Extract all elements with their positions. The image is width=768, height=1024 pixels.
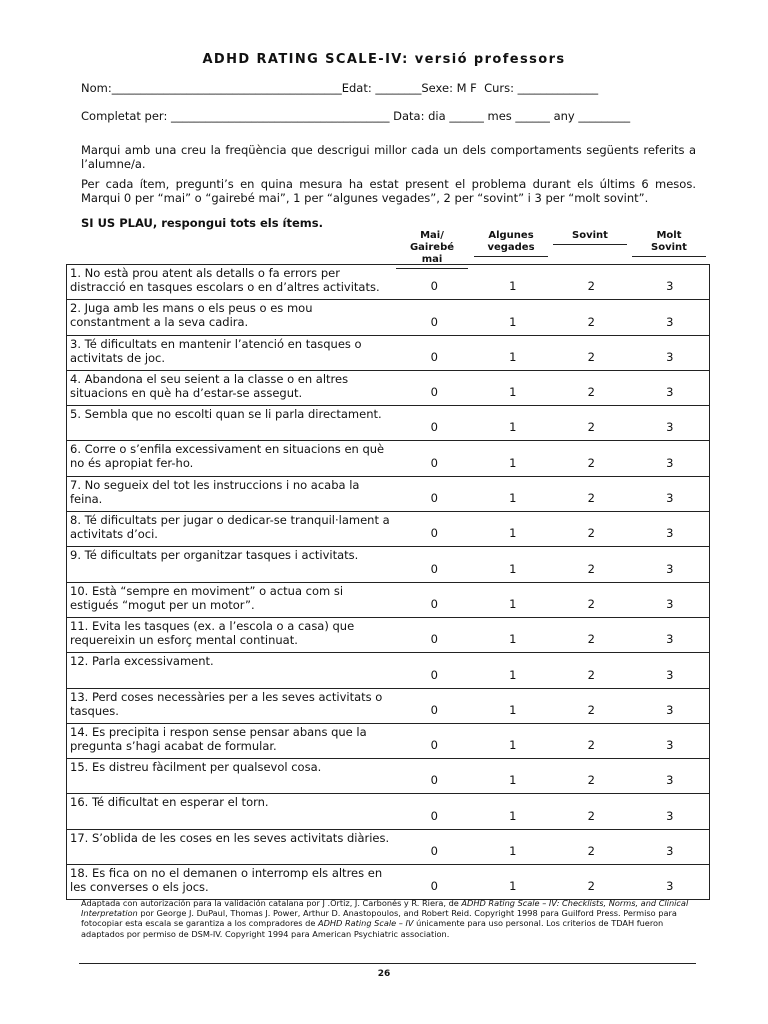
- rating-option-3[interactable]: 3: [666, 596, 674, 611]
- rating-option-2[interactable]: 2: [587, 279, 595, 294]
- rating-option-2[interactable]: 2: [587, 632, 595, 647]
- rating-option-2[interactable]: 2: [587, 314, 595, 329]
- item-text: 13. Perd coses necessàries per a les seves activitats o tasques.: [70, 689, 383, 718]
- rating-option-3[interactable]: 3: [666, 844, 674, 859]
- table-row: [67, 865, 709, 899]
- table-row: [67, 477, 709, 512]
- item-text: 12. Parla excessivament.: [70, 654, 214, 669]
- column-header-algunes-vegades: Algunes vegades: [474, 230, 548, 257]
- rating-option-2[interactable]: 2: [587, 349, 595, 364]
- rating-option-3[interactable]: 3: [666, 879, 674, 894]
- table-row: [67, 336, 709, 371]
- table-row: [67, 512, 709, 547]
- rating-option-3[interactable]: 3: [666, 526, 674, 541]
- table-row: [67, 371, 709, 406]
- rating-option-1[interactable]: 1: [509, 349, 517, 364]
- table-row: [67, 583, 709, 618]
- rating-option-0[interactable]: 0: [430, 455, 438, 470]
- rating-option-3[interactable]: 3: [666, 420, 674, 435]
- rating-option-0[interactable]: 0: [430, 667, 438, 682]
- item-text: 7. No segueix del tot les instruccions i no acaba la feina.: [70, 477, 360, 506]
- rating-option-2[interactable]: 2: [587, 455, 595, 470]
- rating-option-0[interactable]: 0: [430, 420, 438, 435]
- table-row: [67, 265, 709, 300]
- rating-option-1[interactable]: 1: [509, 844, 517, 859]
- rating-option-2[interactable]: 2: [587, 491, 595, 506]
- rating-option-2[interactable]: 2: [587, 879, 595, 894]
- item-text: 4. Abandona el seu seient a la classe o en altres situacions en què ha d’estar-se assegut.: [70, 371, 349, 400]
- column-header-molt-sovint: Molt Sovint: [632, 230, 706, 257]
- instructions-request: SI US PLAU, respongui tots els ítems.: [81, 216, 323, 230]
- rating-option-1[interactable]: 1: [509, 561, 517, 576]
- rating-option-2[interactable]: 2: [587, 844, 595, 859]
- copyright-credit: Adaptada con autorización para la validación catalana por J .Ortiz, J. Carbonés y R. Riera, de ADHD Rating Scale – IV: Checklists, Norms, and Clinical Interpretation por George J. DuPaul, Thomas J. Power, Arthur D. Anastopoulos, and Robert Reid. Copyright 1998 para Guilford Press. Permiso para fotocopiar esta escala se garantiza a los compradores de ADHD Rating Scale – IV únicamente para uso personal. Los criterios de TDAH fueron adaptados por permiso de DSM-IV. Copyright 1994 para American Psychiatric association.: [81, 898, 689, 939]
- item-text: 9. Té dificultats per organitzar tasques i activitats.: [70, 548, 359, 563]
- nom-line[interactable]: Nom:________________________________________Edat: ________Sexe: M F Curs: ______________: [81, 81, 599, 95]
- table-row: [67, 441, 709, 476]
- rating-option-1[interactable]: 1: [509, 879, 517, 894]
- rating-option-3[interactable]: 3: [666, 561, 674, 576]
- table-row: [67, 653, 709, 688]
- rating-option-1[interactable]: 1: [509, 420, 517, 435]
- rating-option-0[interactable]: 0: [430, 879, 438, 894]
- rating-option-1[interactable]: 1: [509, 491, 517, 506]
- item-text: 2. Juga amb les mans o els peus o es mou constantment a la seva cadira.: [70, 301, 313, 330]
- table-row: [67, 794, 709, 829]
- rating-option-1[interactable]: 1: [509, 632, 517, 647]
- table-row: [67, 300, 709, 335]
- rating-option-1[interactable]: 1: [509, 596, 517, 611]
- item-text: 5. Sembla que no escolti quan se li parla directament.: [70, 407, 382, 422]
- rating-option-2[interactable]: 2: [587, 808, 595, 823]
- table-row: [67, 618, 709, 653]
- rating-option-1[interactable]: 1: [509, 385, 517, 400]
- rating-option-0[interactable]: 0: [430, 561, 438, 576]
- table-row: [67, 830, 709, 865]
- rating-option-0[interactable]: 0: [430, 702, 438, 717]
- rating-option-0[interactable]: 0: [430, 526, 438, 541]
- column-header-mai: Mai/ Gairebé mai: [396, 230, 468, 269]
- page-number: 26: [377, 969, 391, 979]
- form-title: ADHD RATING SCALE-IV: versió professors: [202, 52, 566, 67]
- rating-option-3[interactable]: 3: [666, 385, 674, 400]
- rating-option-1[interactable]: 1: [509, 738, 517, 753]
- rating-option-3[interactable]: 3: [666, 808, 674, 823]
- item-text: 11. Evita les tasques (ex. a l’escola o a casa) que requereixin un esforç mental continuat.: [70, 618, 355, 647]
- rating-option-3[interactable]: 3: [666, 632, 674, 647]
- rating-option-3[interactable]: 3: [666, 738, 674, 753]
- rating-option-3[interactable]: 3: [666, 349, 674, 364]
- rating-option-2[interactable]: 2: [587, 561, 595, 576]
- rating-option-0[interactable]: 0: [430, 773, 438, 788]
- instructions-paragraph-2: Per cada ítem, pregunti’s en quina mesura ha estat present el problema durant els últims 6 mesos. Marqui 0 per “mai” o “gairebé mai”, 1 per “algunes vegades”, 2 per “sovint” i 3 per “molt sovint”.: [81, 177, 696, 205]
- item-text: 16. Té dificultat en esperar el torn.: [70, 795, 269, 810]
- footer-divider: [79, 963, 696, 964]
- item-text: 15. Es distreu fàcilment per qualsevol cosa.: [70, 760, 322, 775]
- rating-option-0[interactable]: 0: [430, 808, 438, 823]
- rating-option-0[interactable]: 0: [430, 385, 438, 400]
- rating-option-2[interactable]: 2: [587, 420, 595, 435]
- rating-option-2[interactable]: 2: [587, 738, 595, 753]
- rating-option-1[interactable]: 1: [509, 526, 517, 541]
- rating-option-2[interactable]: 2: [587, 526, 595, 541]
- rating-option-3[interactable]: 3: [666, 773, 674, 788]
- rating-option-2[interactable]: 2: [587, 667, 595, 682]
- rating-option-1[interactable]: 1: [509, 455, 517, 470]
- rating-option-3[interactable]: 3: [666, 314, 674, 329]
- rating-option-1[interactable]: 1: [509, 773, 517, 788]
- rating-option-2[interactable]: 2: [587, 773, 595, 788]
- item-text: 10. Està “sempre en moviment” o actua com si estigués “mogut per un motor”.: [70, 583, 344, 612]
- rating-option-0[interactable]: 0: [430, 314, 438, 329]
- table-row: [67, 724, 709, 759]
- rating-option-3[interactable]: 3: [666, 667, 674, 682]
- column-header-sovint: Sovint: [553, 230, 627, 245]
- rating-option-0[interactable]: 0: [430, 491, 438, 506]
- rating-option-3[interactable]: 3: [666, 279, 674, 294]
- rating-option-0[interactable]: 0: [430, 279, 438, 294]
- rating-option-1[interactable]: 1: [509, 279, 517, 294]
- item-text: 6. Corre o s’enfila excessivament en situacions en què no és apropiat fer-ho.: [70, 442, 385, 471]
- rating-option-0[interactable]: 0: [430, 349, 438, 364]
- item-text: 1. No està prou atent als detalls o fa errors per distracció en tasques escolars o en d’altres activitats.: [70, 266, 380, 294]
- rating-option-0[interactable]: 0: [430, 596, 438, 611]
- rating-option-1[interactable]: 1: [509, 702, 517, 717]
- table-row: [67, 759, 709, 794]
- rating-option-0[interactable]: 0: [430, 844, 438, 859]
- table-row: [67, 689, 709, 724]
- rating-option-1[interactable]: 1: [509, 667, 517, 682]
- rating-option-0[interactable]: 0: [430, 632, 438, 647]
- item-text: 14. Es precipita i respon sense pensar abans que la pregunta s’hagi acabat de formular.: [70, 724, 367, 753]
- item-text: 18. Es fica on no el demanen o interromp els altres en les converses o els jocs.: [70, 866, 383, 895]
- rating-option-2[interactable]: 2: [587, 702, 595, 717]
- rating-option-2[interactable]: 2: [587, 385, 595, 400]
- completat-line[interactable]: Completat per: ______________________________________ Data: dia ______ mes ______ any _________: [81, 109, 631, 123]
- rating-option-3[interactable]: 3: [666, 455, 674, 470]
- rating-table: [66, 264, 710, 900]
- table-row: [67, 406, 709, 441]
- item-text: 3. Té dificultats en mantenir l’atenció en tasques o activitats de joc.: [70, 336, 362, 365]
- rating-option-1[interactable]: 1: [509, 314, 517, 329]
- table-row: [67, 547, 709, 582]
- rating-option-3[interactable]: 3: [666, 491, 674, 506]
- item-text: 8. Té dificultats per jugar o dedicar-se tranquil·lament a activitats d’oci.: [70, 513, 390, 542]
- rating-option-0[interactable]: 0: [430, 738, 438, 753]
- rating-option-2[interactable]: 2: [587, 596, 595, 611]
- rating-option-1[interactable]: 1: [509, 808, 517, 823]
- rating-option-3[interactable]: 3: [666, 702, 674, 717]
- instructions-paragraph-1: Marqui amb una creu la freqüència que descrigui millor cada un dels comportaments següents referits a l’alumne/a.: [81, 143, 696, 171]
- item-text: 17. S’oblida de les coses en les seves activitats diàries.: [70, 830, 390, 845]
